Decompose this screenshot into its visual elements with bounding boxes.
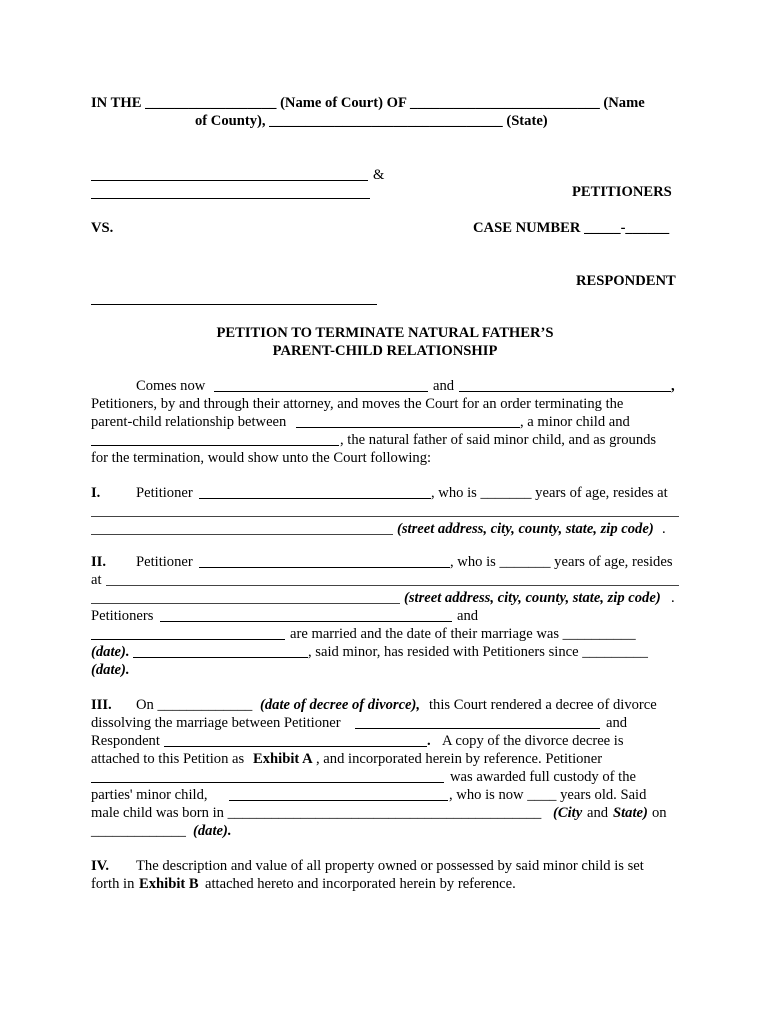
section-1-period: . — [662, 521, 666, 537]
section-1-address-line-1 — [91, 516, 679, 517]
ampersand: & — [373, 167, 385, 183]
section-3-line-6b: , who is now ____ years old. Said — [449, 787, 647, 803]
respondent-line — [91, 304, 377, 305]
section-2-number: II. — [91, 554, 107, 570]
section-3-date: (date). — [193, 823, 232, 839]
section-1-address-line-2 — [91, 534, 393, 535]
section-1-name-line — [199, 498, 431, 499]
section-3-exhibit-a: Exhibit A — [253, 751, 313, 767]
petitioner-2-line — [91, 198, 370, 199]
section-4-line-2a: forth in — [91, 876, 135, 892]
section-3-line-5: was awarded full custody of the — [450, 769, 637, 785]
section-2-date-1: (date). — [91, 644, 130, 660]
section-3-state-label: State) — [613, 805, 648, 821]
section-3-and: and — [587, 805, 609, 821]
section-2-minor-line — [133, 657, 308, 658]
section-2-period: . — [671, 590, 675, 606]
section-1-petitioner: Petitioner — [136, 485, 193, 501]
intro-comes-now: Comes now — [136, 378, 206, 394]
section-2-date-2: (date). — [91, 662, 130, 678]
section-3-period: . — [427, 733, 431, 749]
section-2-address-line-1 — [106, 585, 679, 586]
section-2-and: and — [457, 608, 479, 624]
caption-line-1: IN THE __________________ (Name of Court) OF __________________________ (Name — [91, 95, 645, 111]
intro-petitioner-2-line — [459, 391, 671, 392]
section-4-line-1: The description and value of all property owned or possessed by said minor child is set — [136, 858, 644, 874]
intro-father-line — [91, 445, 339, 446]
section-1-who-is: , who is _______ years of age, resides at — [431, 485, 668, 501]
section-3-petitioner-line — [355, 728, 600, 729]
section-2-address-line-2 — [91, 603, 400, 604]
respondent-label: RESPONDENT — [576, 273, 676, 289]
section-2-who-is: , who is _______ years of age, resides — [450, 554, 673, 570]
section-1-number: I. — [91, 485, 101, 501]
section-3-custody-line — [91, 782, 444, 783]
section-3-line-4a: attached to this Petition as — [91, 751, 245, 767]
section-2-petitioners-line — [160, 621, 452, 622]
caption-line-2: of County), ________________________________ (State) — [195, 113, 548, 129]
section-3-line-3b: A copy of the divorce decree is — [442, 733, 624, 749]
section-3-line-6a: parties' minor child, — [91, 787, 208, 803]
section-4-exhibit-b: Exhibit B — [139, 876, 199, 892]
section-4-line-2b: attached hereto and incorporated herein by reference. — [205, 876, 516, 892]
section-3-decree-date-label: (date of decree of divorce), — [260, 697, 421, 713]
section-3-on-2: on — [652, 805, 667, 821]
case-number-label: CASE NUMBER _____-______ — [473, 220, 670, 236]
section-2-at: at — [91, 572, 102, 588]
section-4-number: IV. — [91, 858, 109, 874]
section-3-line-2a: dissolving the marriage between Petitioner — [91, 715, 341, 731]
section-3-on: On _____________ — [136, 697, 253, 713]
section-3-number: III. — [91, 697, 112, 713]
section-1-address-label: (street address, city, county, state, zip code) — [397, 521, 654, 537]
petitioners-label: PETITIONERS — [572, 184, 672, 200]
document-title-line-1: PETITION TO TERMINATE NATURAL FATHER’S — [216, 325, 554, 341]
section-3-line-7a: male child was born in ___________________________________________ — [91, 805, 542, 821]
intro-petitioner-1-line — [214, 391, 428, 392]
section-2-petitioner: Petitioner — [136, 554, 193, 570]
section-3-child-line — [229, 800, 448, 801]
intro-comma: , — [671, 378, 675, 394]
intro-and: and — [433, 378, 455, 394]
intro-line-4: , the natural father of said minor child, and as grounds — [340, 432, 657, 448]
section-3-line-8a: _____________ — [91, 823, 186, 839]
intro-minor-child-line — [296, 427, 520, 428]
section-3-line-2b: and — [606, 715, 628, 731]
section-2-address-label: (street address, city, county, state, zip code) — [404, 590, 661, 606]
intro-line-5: for the termination, would show unto the Court following: — [91, 450, 432, 466]
section-2-name-line — [199, 567, 450, 568]
document-title-line-2: PARENT-CHILD RELATIONSHIP — [272, 343, 498, 359]
section-2-resided: , said minor, has resided with Petitioners since _________ — [308, 644, 648, 660]
petitioner-1-line — [91, 180, 368, 181]
intro-line-2: Petitioners, by and through their attorney, and moves the Court for an order terminating the — [91, 396, 624, 412]
section-2-petitioner-2-line — [91, 639, 285, 640]
section-2-married: are married and the date of their marriage was __________ — [290, 626, 636, 642]
section-3-respondent: Respondent — [91, 733, 160, 749]
intro-line-3a: parent-child relationship between — [91, 414, 287, 430]
section-3-city-label: (City — [553, 805, 583, 821]
vs-label: VS. — [91, 220, 114, 236]
section-3-respondent-line — [164, 746, 427, 747]
section-3-rendered: this Court rendered a decree of divorce — [429, 697, 657, 713]
section-3-line-4b: , and incorporated herein by reference. Petitioner — [316, 751, 603, 767]
intro-line-3b: , a minor child and — [520, 414, 630, 430]
section-2-petitioners: Petitioners — [91, 608, 154, 624]
